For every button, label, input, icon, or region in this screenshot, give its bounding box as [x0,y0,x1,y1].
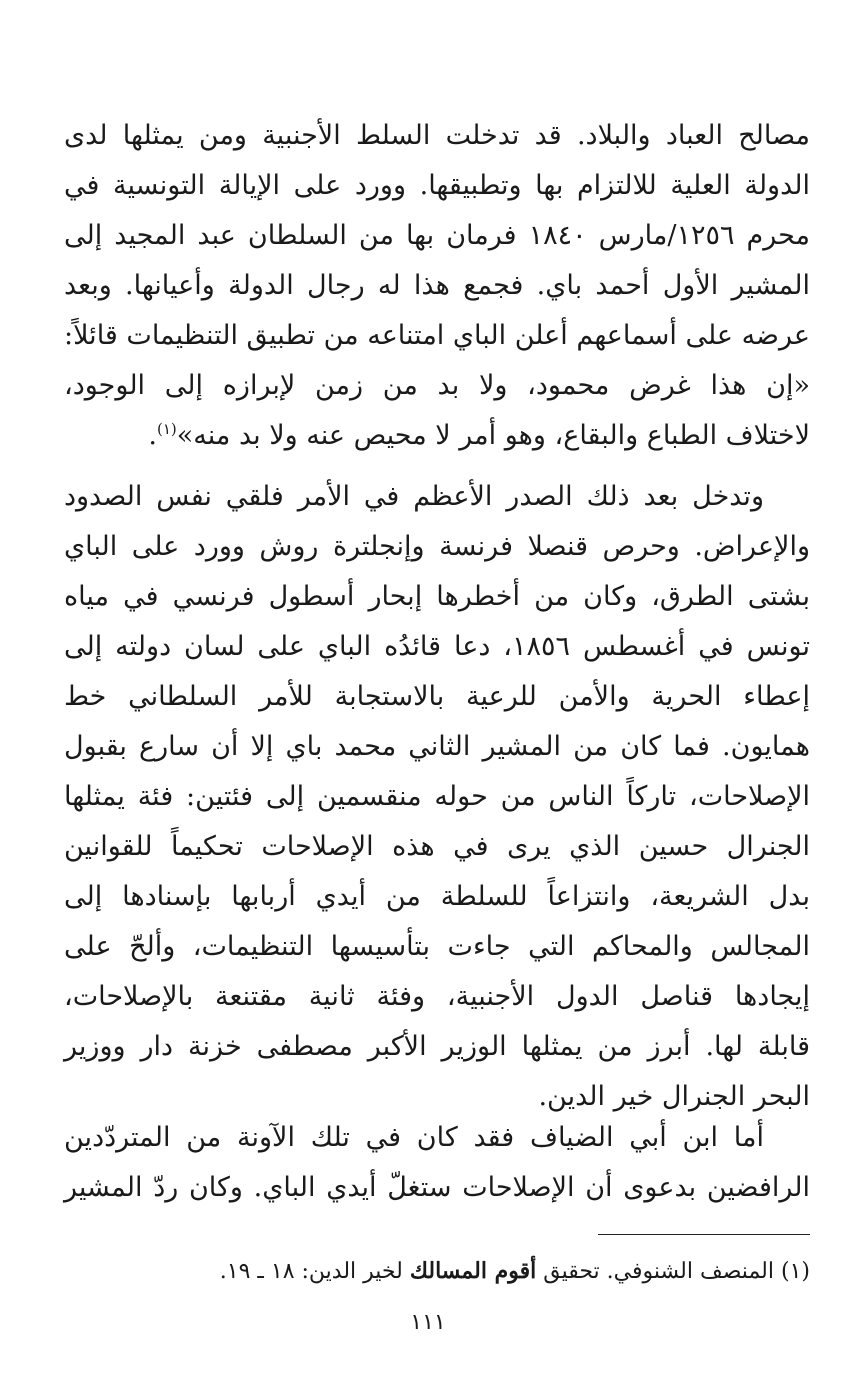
text-line: قابلة لها. أبرز من يمثلها الوزير الأكبر مصطفى خزنة دار ووزير [64,1031,810,1062]
text-line: مصالح العباد والبلاد. قد تدخلت السلط الأجنبية ومن يمثلها لدى [64,120,810,151]
text-line: البحر الجنرال خير الدين. [538,1081,810,1112]
footnote-separator [598,1234,810,1235]
page-number: ١١١ [410,1310,446,1335]
text-line: بدل الشريعة، وانتزاعاً للسلطة من أيدي أربابها بإسنادها إلى [64,881,810,912]
text-line: إعطاء الحرية والأمن للرعية بالاستجابة للأمر السلطاني خط [64,681,810,712]
footnote-marker: (١) [157,420,177,438]
text-line: إيجادها قناصل الدول الأجنبية، وفئة ثانية مقتنعة بالإصلاحات، [64,981,810,1012]
footnote-number: (١) [780,1259,810,1284]
footnote-text-before: المنصف الشنوفي. تحقيق [543,1259,774,1284]
text-line: أما ابن أبي الضياف فقد كان في تلك الآونة من المتردّدين [64,1122,764,1153]
quote-end-text: لاختلاف الطباع والبقاع، وهو أمر لا محيص عنه ولا بد منه» [176,420,810,451]
text-line [64,411,810,461]
closing-period: . [148,420,157,451]
text-line: المجالس والمحاكم التي جاءت بتأسيسها التنظيمات، وألحّ على [64,931,810,962]
text-line: همايون. فما كان من المشير الثاني محمد باي إلا أن سارع بقبول [64,731,810,762]
footnote [64,1253,810,1290]
text-line: بشتى الطرق، وكان من أخطرها إبحار أسطول فرنسي في مياه [64,581,810,612]
footnote-text-after: لخير الدين: ١٨ ـ ١٩. [219,1259,403,1284]
text-line: الإصلاحات، تاركاً الناس من حوله منقسمين إلى فئتين: فئة يمثلها [64,781,810,812]
text-line: وتدخل بعد ذلك الصدر الأعظم في الأمر فلقي نفس الصدود [64,481,764,512]
text-line: «إن هذا غرض محمود، ولا بد من زمن لإبرازه إلى الوجود، [64,370,810,401]
paragraph-3 [64,1113,810,1213]
text-line: المشير الأول أحمد باي. فجمع هذا له رجال الدولة وأعيانها. وبعد [64,270,810,301]
paragraph-1 [64,111,810,461]
text-line: محرم ١٢٥٦/مارس ١٨٤٠ فرمان بها من السلطان عبد المجيد إلى [64,220,811,251]
text-line: والإعراض. وحرص قنصلا فرنسة وإنجلترة روش وورد على الباي [64,531,810,562]
text-line: الرافضين بدعوى أن الإصلاحات ستغلّ أيدي الباي. وكان ردّ المشير [64,1172,810,1203]
text-line: تونس في أغسطس ١٨٥٦، دعا قائدُه الباي على لسان دولته إلى [64,631,810,662]
text-line: الجنرال حسين الذي يرى في هذه الإصلاحات تحكيماً للقوانين [64,831,810,862]
text-line: عرضه على أسماعهم أعلن الباي امتناعه من تطبيق التنظيمات قائلاً: [63,320,810,351]
text-line: الدولة العلية للالتزام بها وتطبيقها. وورد على الإيالة التونسية في [64,170,810,201]
footnote-book-title: أقوم المسالك [409,1258,537,1284]
paragraph-2 [64,472,810,1122]
